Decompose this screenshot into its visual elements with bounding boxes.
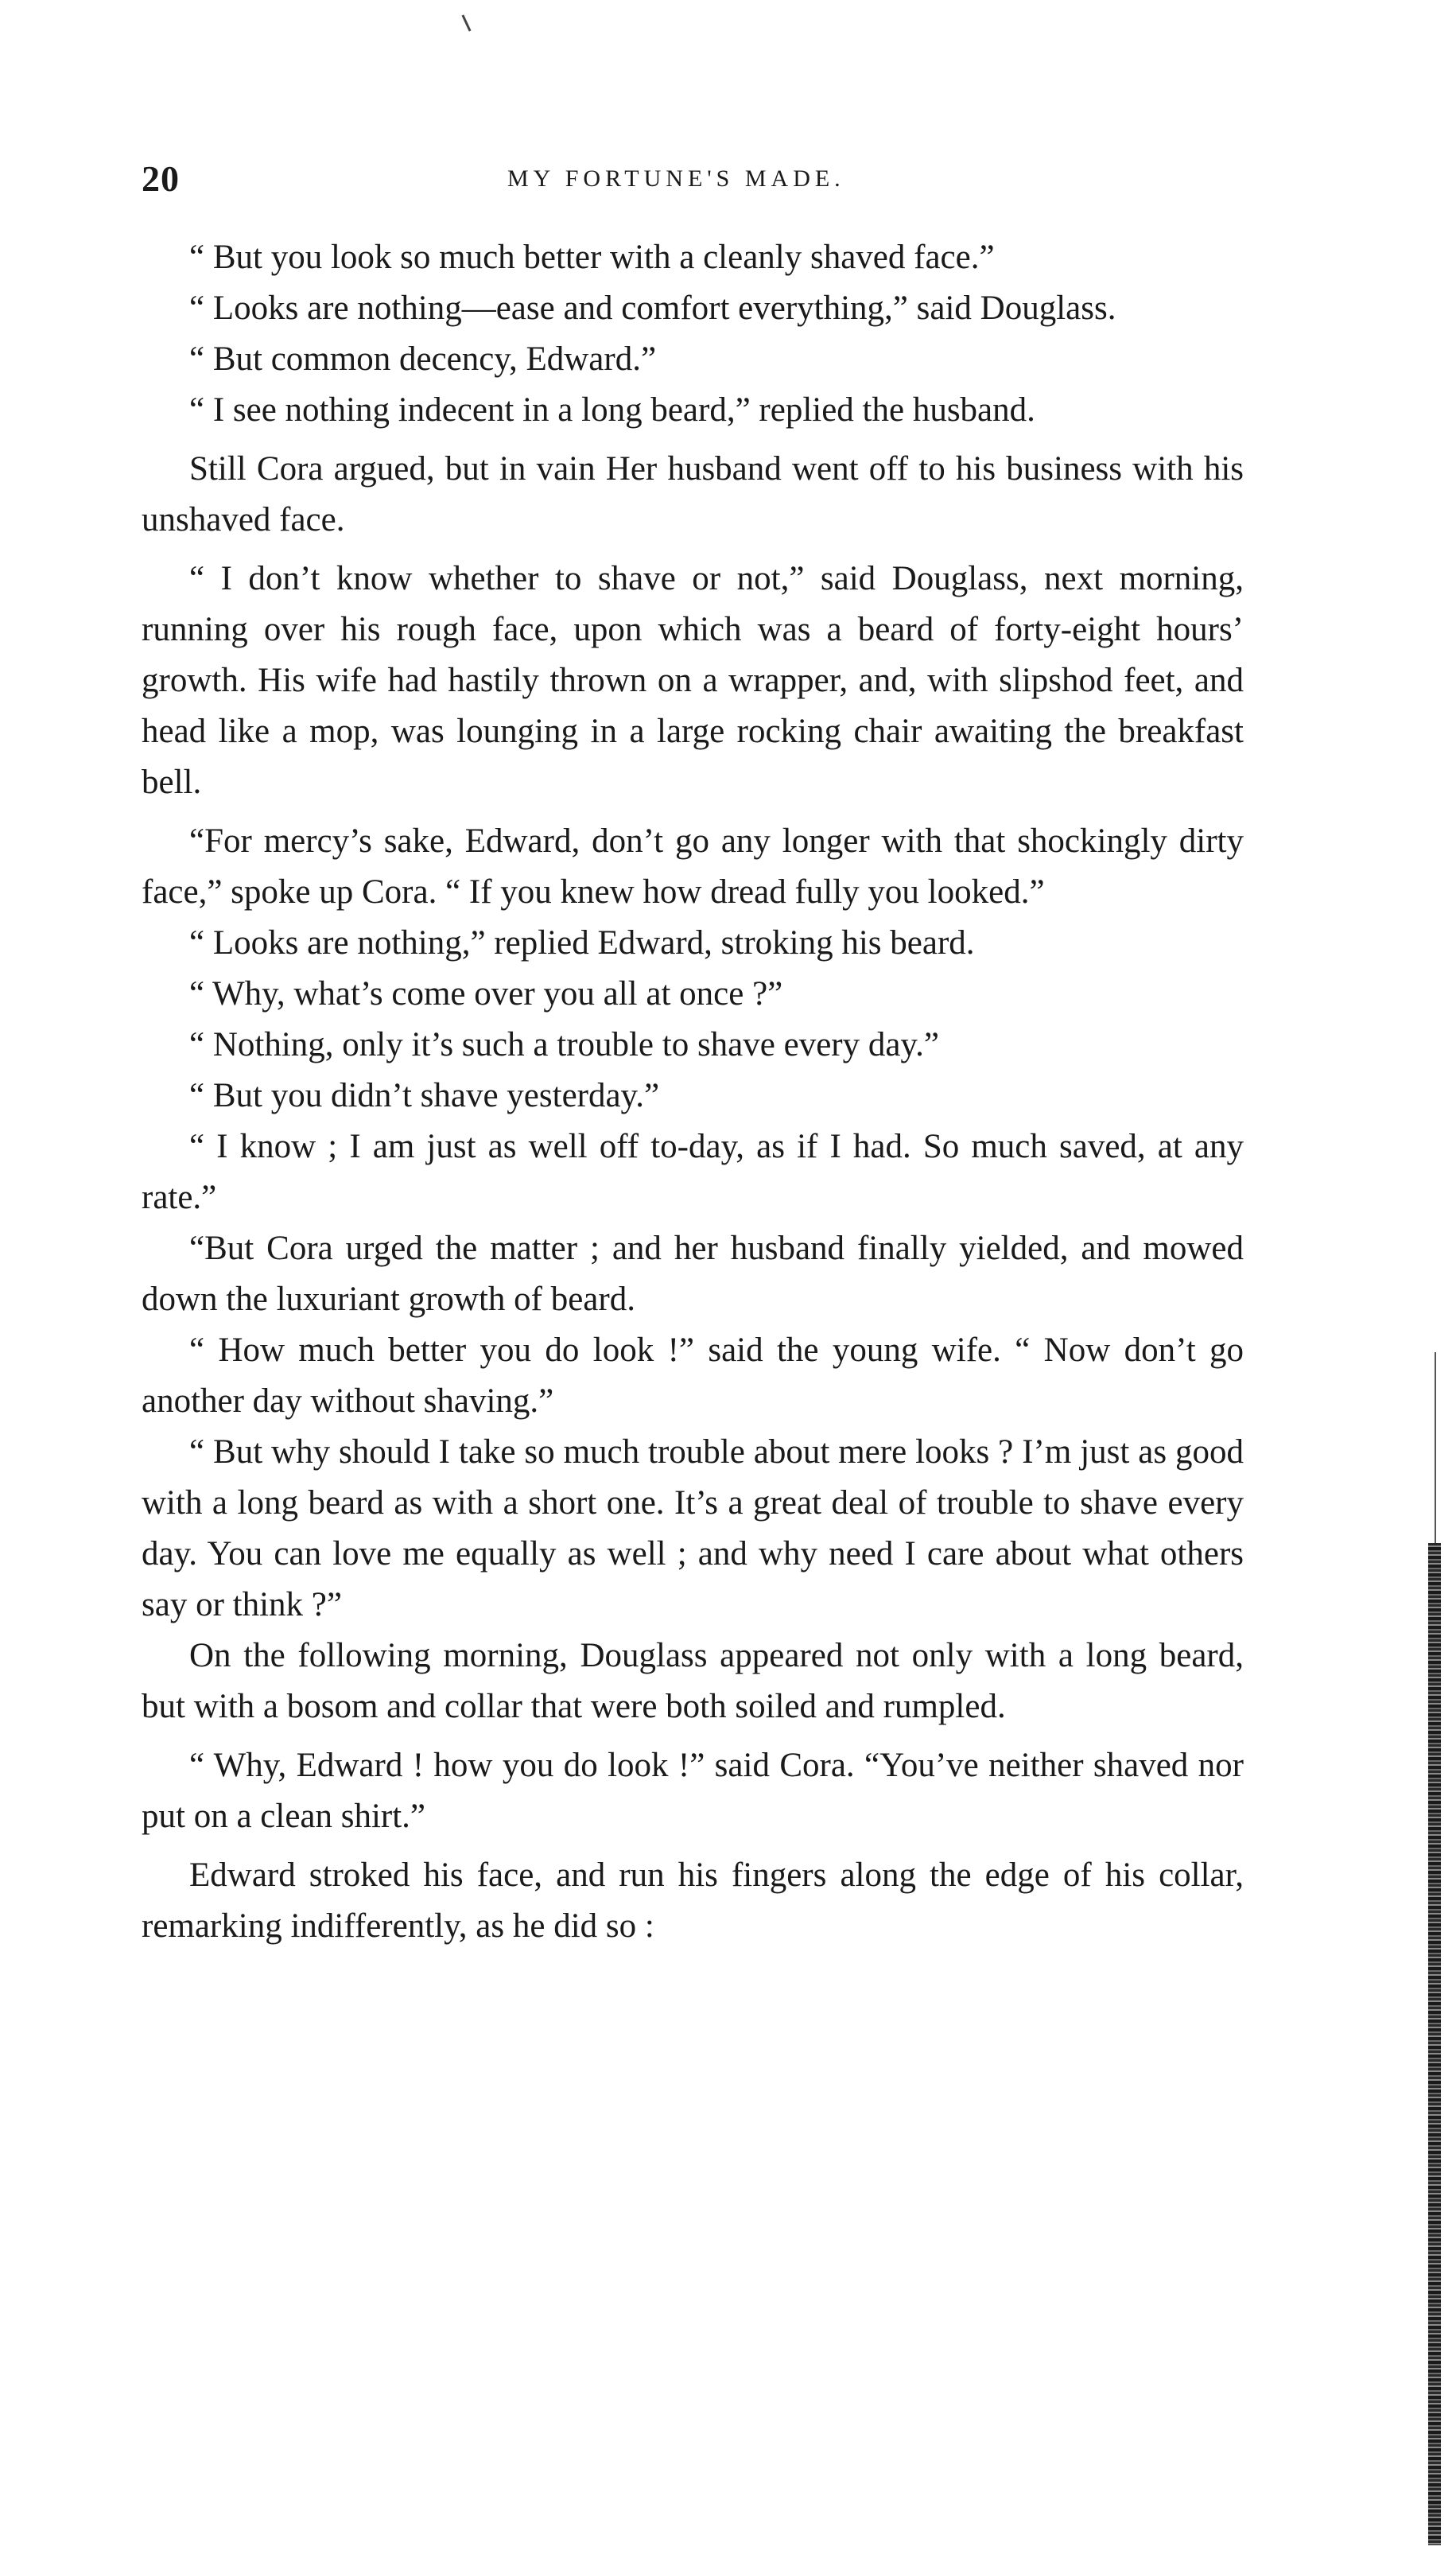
page-edge-line xyxy=(1435,1352,1436,1543)
paragraph: “ Why, Edward ! how you do look !” said Cora. “You’ve neither shaved nor put on a clean shirt.” xyxy=(142,1747,1244,1835)
paragraph: “ But you didn’t shave yesterday.” xyxy=(189,1077,660,1114)
paragraph: “ I don’t know whether to shave or not,” said Douglass, next morning, running over his rough face, upon which was a beard of forty-eight hours’ growth. His wife had hastily thrown on a wrapper, and, with slipshod feet, and head like a mop, was lounging in a large rocking chair awaiting the breakfast bell. xyxy=(142,560,1244,801)
paragraph: Still Cora argued, but in vain Her husband went off to his business with his unshaved face. xyxy=(142,450,1244,538)
paragraph: “ But you look so much better with a cleanly shaved face.” xyxy=(189,239,995,276)
running-title: MY FORTUNE'S MADE. xyxy=(507,165,845,192)
paragraph: “ But why should I take so much trouble about mere looks ? I’m just as good with a long beard as with a short one. It’s a great deal of trouble to shave every day. You can love me equally as well ; and why need I care about what others say or think ?” xyxy=(142,1433,1244,1623)
paragraph: “ I see nothing indecent in a long beard,” replied the husband. xyxy=(189,391,1035,429)
paragraph: “ How much better you do look !” said the young wife. “ Now don’t go another day without shaving.” xyxy=(142,1331,1244,1420)
page-edge-strip xyxy=(1428,1543,1441,2545)
running-head xyxy=(142,157,1231,197)
paragraph: “For mercy’s sake, Edward, don’t go any longer with that shockingly dirty face,” spoke up Cora. “ If you knew how dread fully you looked.” xyxy=(142,822,1244,911)
paragraph: “ Looks are nothing—ease and comfort everything,” said Douglass. xyxy=(189,290,1116,327)
paragraph: “ Why, what’s come over you all at once ?” xyxy=(189,975,783,1013)
body-text xyxy=(142,232,1244,1952)
paragraph: “But Cora urged the matter ; and her husband finally yielded, and mowed down the luxuriant growth of beard. xyxy=(142,1230,1244,1318)
paragraph: “ Nothing, only it’s such a trouble to shave every day.” xyxy=(189,1026,939,1063)
paragraph: “ I know ; I am just as well off to-day, as if I had. So much saved, at any rate.” xyxy=(142,1128,1244,1216)
paragraph: On the following morning, Douglass appeared not only with a long beard, but with a bosom and collar that were both soiled and rumpled. xyxy=(142,1637,1244,1725)
paragraph: Edward stroked his face, and run his fingers along the edge of his collar, remarking indifferently, as he did so : xyxy=(142,1856,1244,1945)
paragraph: “ But common decency, Edward.” xyxy=(189,340,657,378)
stray-ink-mark xyxy=(461,14,471,31)
page-number: 20 xyxy=(142,158,180,199)
paragraph: “ Looks are nothing,” replied Edward, stroking his beard. xyxy=(189,924,975,962)
